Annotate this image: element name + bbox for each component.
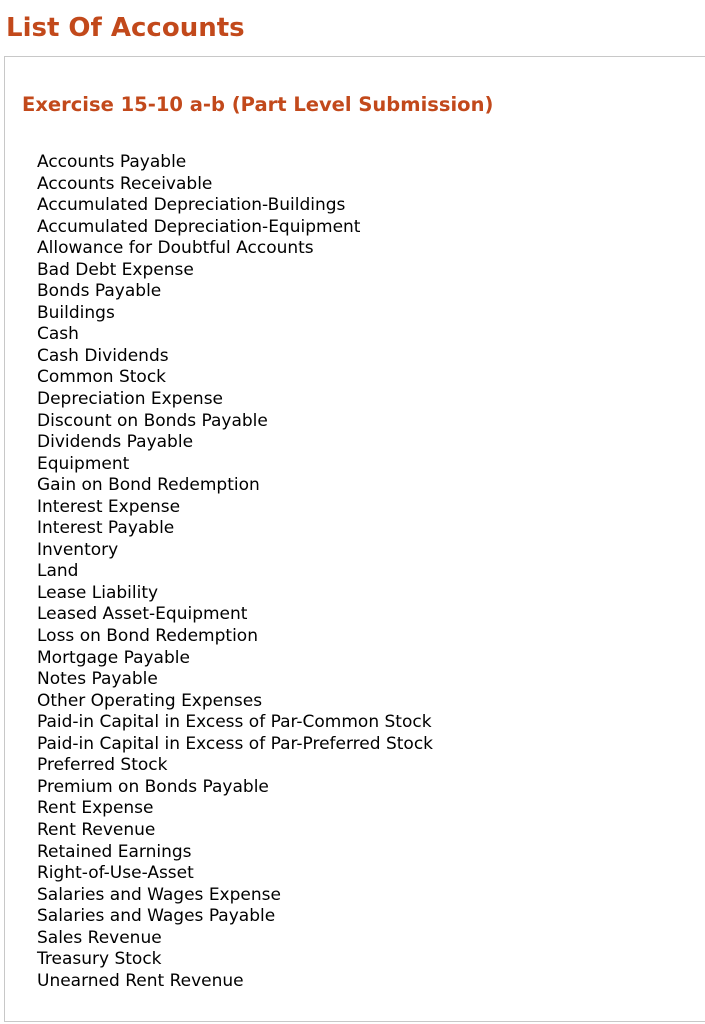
- account-list: [37, 152, 433, 992]
- account-item: Accounts Receivable: [37, 173, 213, 194]
- account-item: Treasury Stock: [37, 949, 162, 970]
- account-item: Interest Expense: [37, 496, 181, 517]
- account-item: Sales Revenue: [37, 927, 162, 948]
- account-item: Dividends Payable: [37, 432, 194, 453]
- account-item: Paid-in Capital in Excess of Par-Preferred Stock: [37, 733, 434, 754]
- account-item: Unearned Rent Revenue: [37, 970, 244, 991]
- account-item: Cash: [37, 324, 79, 345]
- account-item: Equipment: [37, 453, 130, 474]
- account-item: Rent Revenue: [37, 819, 156, 840]
- account-item: Interest Payable: [37, 518, 175, 539]
- account-item: Gain on Bond Redemption: [37, 475, 260, 496]
- accounts-panel: [4, 56, 705, 1022]
- account-item: Mortgage Payable: [37, 647, 190, 668]
- account-item: Accumulated Depreciation-Buildings: [37, 195, 346, 216]
- account-item: Allowance for Doubtful Accounts: [37, 238, 314, 259]
- account-item: Right-of-Use-Asset: [37, 863, 194, 884]
- account-item: Buildings: [37, 302, 115, 323]
- account-item: Salaries and Wages Payable: [37, 906, 276, 927]
- account-item: Premium on Bonds Payable: [37, 776, 269, 797]
- account-item: Cash Dividends: [37, 345, 169, 366]
- account-item: Notes Payable: [37, 669, 158, 690]
- account-item: Lease Liability: [37, 582, 159, 603]
- account-item: Loss on Bond Redemption: [37, 626, 258, 647]
- account-item: Accumulated Depreciation-Equipment: [37, 216, 361, 237]
- account-item: Accounts Payable: [37, 152, 187, 172]
- account-item: Salaries and Wages Expense: [37, 884, 281, 905]
- account-item: Inventory: [37, 539, 119, 560]
- account-item: Depreciation Expense: [37, 389, 224, 410]
- exercise-title: Exercise 15-10 a-b (Part Level Submission): [22, 93, 494, 116]
- account-item: Common Stock: [37, 367, 167, 388]
- account-item: Rent Expense: [37, 798, 154, 819]
- account-item: Preferred Stock: [37, 755, 168, 776]
- page-title: List Of Accounts: [6, 13, 245, 43]
- account-item: Bonds Payable: [37, 281, 162, 302]
- account-item: Other Operating Expenses: [37, 690, 263, 711]
- account-item: Retained Earnings: [37, 841, 192, 862]
- account-item: Land: [37, 561, 79, 582]
- account-item: Paid-in Capital in Excess of Par-Common Stock: [37, 712, 432, 733]
- account-item: Discount on Bonds Payable: [37, 410, 268, 431]
- account-item: Leased Asset-Equipment: [37, 604, 248, 625]
- account-item: Bad Debt Expense: [37, 259, 194, 280]
